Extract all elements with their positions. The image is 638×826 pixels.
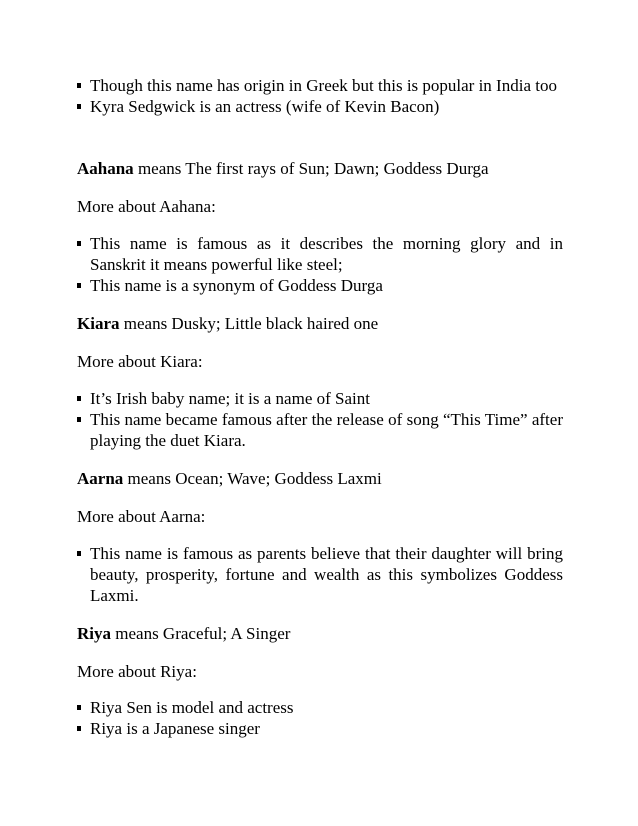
list-item: It’s Irish baby name; it is a name of Saint — [77, 388, 563, 409]
bullet-icon — [77, 104, 81, 109]
bullet-icon — [77, 551, 81, 556]
bullet-icon — [77, 417, 81, 422]
name-term: Aahana — [77, 159, 134, 178]
more-about-kiara: More about Kiara: — [77, 352, 203, 371]
list-item: Riya is a Japanese singer — [77, 718, 563, 739]
list-item: This name is a synonym of Goddess Durga — [77, 275, 563, 296]
more-about-aahana: More about Aahana: — [77, 197, 216, 216]
name-meaning: means Ocean; Wave; Goddess Laxmi — [123, 469, 382, 488]
name-meaning: means Graceful; A Singer — [111, 624, 291, 643]
bullet-list-kiara — [77, 388, 563, 451]
bullet-icon — [77, 705, 81, 710]
more-about-riya: More about Riya: — [77, 662, 197, 681]
list-item: This name is famous as it describes the morning glory and in Sanskrit it means powerful like steel; — [77, 233, 563, 275]
list-item: This name is famous as parents believe that their daughter will bring beauty, prosperity, fortune and wealth as this symbolizes Goddess Laxmi. — [77, 543, 563, 606]
bullet-icon — [77, 241, 81, 246]
bullet-icon — [77, 396, 81, 401]
name-heading-aahana — [77, 158, 563, 179]
name-term: Kiara — [77, 314, 120, 333]
bullet-list-aarna — [77, 543, 563, 606]
name-meaning: means The first rays of Sun; Dawn; Goddess Durga — [133, 159, 489, 178]
bullet-list-aahana — [77, 233, 563, 296]
name-heading-aarna — [77, 468, 563, 489]
name-heading-kiara — [77, 313, 563, 334]
bullet-icon — [77, 83, 81, 88]
name-term: Aarna — [77, 469, 124, 488]
name-heading-riya — [77, 623, 563, 644]
more-about-aarna: More about Aarna: — [77, 507, 206, 526]
bullet-list-intro — [77, 75, 563, 117]
name-term: Riya — [77, 624, 111, 643]
bullet-list-riya — [77, 697, 563, 739]
list-item: This name became famous after the release of song “This Time” after playing the duet Kiara. — [77, 409, 563, 451]
bullet-icon — [77, 726, 81, 731]
list-item: Riya Sen is model and actress — [77, 697, 563, 718]
list-item: Kyra Sedgwick is an actress (wife of Kevin Bacon) — [77, 96, 563, 117]
name-meaning: means Dusky; Little black haired one — [119, 314, 379, 333]
bullet-icon — [77, 283, 81, 288]
list-item: Though this name has origin in Greek but this is popular in India too — [77, 75, 563, 96]
